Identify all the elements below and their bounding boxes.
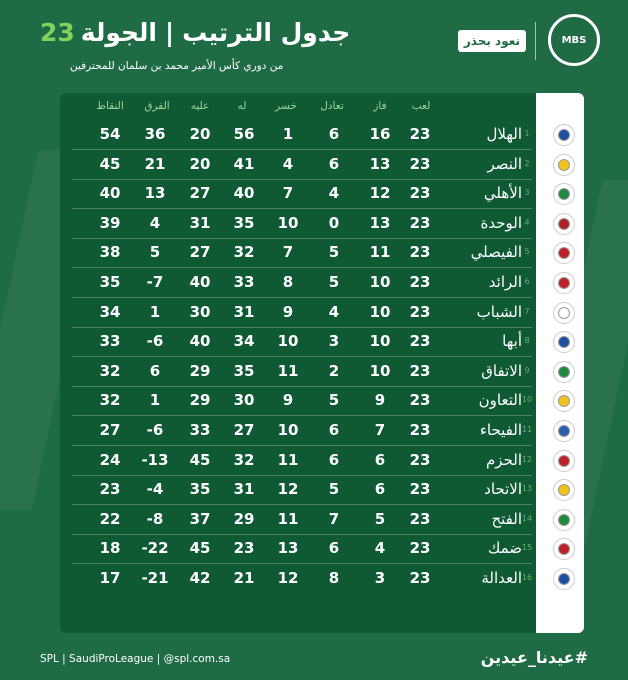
cell-gf: 29 [233,509,255,528]
table-header [0,100,628,120]
cell-pts: 18 [99,539,121,558]
rank-number: 3 [524,188,530,198]
cell-played: 23 [409,391,431,410]
cell-lost: 10 [277,421,299,439]
cell-played: 23 [409,480,431,499]
team-crest-icon [553,420,575,442]
cell-lost: 9 [282,391,294,410]
cell-lost: 12 [277,480,299,499]
page-title [40,18,350,47]
rank-number: 5 [524,247,530,257]
cell-played: 23 [409,243,431,262]
rank-number: 8 [524,336,530,346]
rank-number: 9 [524,365,530,375]
table-row [0,299,628,328]
cell-pts: 40 [99,184,121,203]
team-name: الأهلي [483,184,522,203]
team-crest-icon [553,509,575,531]
table-row [0,535,628,564]
cell-pts: 22 [99,509,121,528]
cell-played: 23 [409,302,431,321]
cell-gf: 31 [233,480,255,499]
team-name: الحزم [486,450,522,469]
cell-draw: 2 [328,361,340,380]
cell-draw: 5 [328,273,340,291]
rank-number: 14 [521,513,533,523]
cell-diff: 21 [144,154,166,173]
team-crest-icon [553,302,575,324]
team-name: العدالة [481,569,522,587]
cell-played: 23 [409,361,431,380]
team-name: الفتح [491,509,522,528]
social-links: SPL | SaudiProLeague | @spl.com.sa [40,653,231,665]
cell-ga: 45 [189,450,211,469]
cell-gf: 35 [233,361,255,380]
team-name: الهلال [486,125,522,143]
cell-ga: 40 [189,332,211,351]
rank-number: 16 [521,573,533,582]
cell-lost: 9 [282,302,294,321]
cell-lost: 1 [282,125,294,143]
col-played: لعب [411,100,431,112]
cell-gf: 35 [233,213,255,232]
title-separator: | [165,18,175,47]
cell-won: 10 [369,302,391,321]
table-row [0,417,628,446]
cell-pts: 38 [99,243,121,262]
col-goals-against: عليه [190,100,210,112]
cell-gf: 27 [233,421,255,439]
cell-played: 23 [409,125,431,143]
cell-pts: 23 [99,480,121,499]
cell-diff: 1 [149,391,161,410]
cell-pts: 32 [99,391,121,410]
cell-gf: 30 [233,391,255,410]
cell-won: 10 [369,332,391,351]
team-name: الرائد [488,273,522,291]
table-row [0,565,628,594]
header [0,0,628,88]
cell-ga: 27 [189,184,211,203]
cell-ga: 30 [189,302,211,321]
table-row [0,239,628,268]
cell-draw: 5 [328,480,340,499]
cell-pts: 34 [99,302,121,321]
cell-lost: 11 [277,361,299,380]
cell-gf: 41 [233,154,255,173]
rank-number: 12 [521,454,533,464]
cell-lost: 11 [277,450,299,469]
cell-pts: 33 [99,332,121,351]
cell-pts: 45 [99,154,121,173]
cell-lost: 11 [277,509,299,528]
table-row [0,121,628,150]
table-row [0,210,628,239]
cell-pts: 17 [99,569,121,587]
cell-won: 10 [369,273,391,291]
table-row [0,447,628,476]
table-row [0,180,628,209]
team-name: الفيصلي [470,243,522,262]
col-lost: خسر [275,100,297,112]
cell-won: 11 [369,243,391,262]
cell-diff: -21 [141,569,169,587]
round-number: 23 [40,18,75,47]
team-crest-icon [553,390,575,412]
team-crest-icon [553,361,575,383]
cell-gf: 56 [233,125,255,143]
team-crest-icon [553,479,575,501]
cell-ga: 42 [189,569,211,587]
team-crest-icon [553,213,575,235]
cell-pts: 27 [99,421,121,439]
title-text: جدول الترتيب [182,18,351,47]
cell-won: 13 [369,154,391,173]
table-row [0,151,628,180]
cell-draw: 0 [328,213,340,232]
cell-diff: -4 [146,480,164,499]
table-row [0,506,628,535]
cell-played: 23 [409,332,431,351]
cell-won: 6 [374,450,386,469]
cell-gf: 33 [233,273,255,291]
cell-won: 5 [374,509,386,528]
cell-draw: 6 [328,154,340,173]
team-name: الفيحاء [479,421,522,439]
cell-won: 7 [374,421,386,439]
round-label: الجولة [80,18,157,47]
cell-draw: 8 [328,569,340,587]
cell-played: 23 [409,421,431,439]
team-name: التعاون [478,391,522,410]
cell-played: 23 [409,569,431,587]
team-name: أبها [502,332,522,351]
rank-number: 15 [521,543,533,553]
cell-lost: 10 [277,332,299,351]
cell-won: 13 [369,213,391,232]
rank-number: 4 [524,217,530,227]
table-row [0,387,628,416]
page-subtitle: من دوري كأس الأمير محمد بن سلمان للمحترفين [70,60,284,72]
cell-diff: 4 [149,213,161,232]
cell-diff: 1 [149,302,161,321]
team-crest-icon [553,154,575,176]
team-crest-icon [553,450,575,472]
cell-ga: 40 [189,273,211,291]
cell-draw: 6 [328,539,340,558]
cell-ga: 35 [189,480,211,499]
cell-played: 23 [409,539,431,558]
cell-played: 23 [409,154,431,173]
cell-diff: 5 [149,243,161,262]
team-crest-icon [553,331,575,353]
cell-played: 23 [409,273,431,291]
table-row [0,476,628,505]
cell-ga: 33 [189,421,211,439]
cell-draw: 6 [328,421,340,439]
cell-pts: 35 [99,273,121,291]
team-name: الاتفاق [481,361,522,380]
cell-ga: 37 [189,509,211,528]
col-draw: تعادل [320,100,344,112]
rank-number: 1 [524,129,530,138]
rank-number: 7 [524,306,530,316]
cell-gf: 32 [233,243,255,262]
cell-diff: 6 [149,361,161,380]
team-crest-icon [553,272,575,294]
cell-played: 23 [409,184,431,203]
cell-gf: 34 [233,332,255,351]
hashtag: #عيدنا_عيدين [480,648,588,667]
rank-number: 2 [524,158,530,168]
cell-draw: 4 [328,302,340,321]
team-name: الشباب [476,302,522,321]
cell-lost: 4 [282,154,294,173]
cell-diff: -7 [146,273,164,291]
cell-played: 23 [409,213,431,232]
cell-won: 6 [374,480,386,499]
cell-draw: 6 [328,125,340,143]
team-name: الاتحاد [484,480,522,499]
cell-draw: 5 [328,243,340,262]
sponsor-logo: نعود بحذر [458,30,526,52]
cell-diff: -22 [141,539,169,558]
rank-number: 11 [521,425,533,434]
cell-ga: 29 [189,391,211,410]
table-row [0,358,628,387]
cell-diff: -8 [146,509,164,528]
cell-won: 4 [374,539,386,558]
cell-draw: 4 [328,184,340,203]
cell-won: 16 [369,125,391,143]
team-name: النصر [487,154,522,173]
col-goals-for: له [237,100,247,112]
cell-diff: 13 [144,184,166,203]
team-crest-icon [553,568,575,590]
cell-ga: 31 [189,213,211,232]
team-name: الوحدة [480,213,522,232]
cell-gf: 23 [233,539,255,558]
rank-number: 10 [521,395,533,405]
cell-ga: 20 [189,154,211,173]
team-crest-icon [553,242,575,264]
cell-gf: 21 [233,569,255,587]
team-crest-icon [553,183,575,205]
header-divider [535,22,536,60]
cell-lost: 12 [277,569,299,587]
cell-draw: 6 [328,450,340,469]
cell-diff: -13 [141,450,169,469]
cell-gf: 32 [233,450,255,469]
cell-pts: 24 [99,450,121,469]
cell-ga: 45 [189,539,211,558]
cell-lost: 7 [282,184,294,203]
team-crest-icon [553,124,575,146]
cell-gf: 40 [233,184,255,203]
cell-draw: 7 [328,509,340,528]
cell-draw: 3 [328,332,340,351]
cell-lost: 10 [277,213,299,232]
cell-diff: -6 [146,421,164,439]
cell-lost: 8 [282,273,294,291]
team-crest-icon [553,538,575,560]
cell-pts: 32 [99,361,121,380]
cell-ga: 29 [189,361,211,380]
cell-ga: 27 [189,243,211,262]
cell-diff: 36 [144,125,166,143]
cell-pts: 54 [99,125,121,143]
table-row [0,328,628,357]
cell-lost: 7 [282,243,294,262]
col-points: النقاط [96,100,124,112]
cell-ga: 20 [189,125,211,143]
cell-played: 23 [409,450,431,469]
col-diff: الفرق [144,100,170,112]
table-row [0,269,628,298]
cell-won: 12 [369,184,391,203]
col-won: فاز [373,100,387,112]
cell-played: 23 [409,509,431,528]
cell-draw: 5 [328,391,340,410]
league-logo: MBS [548,14,600,66]
team-name: ضمك [487,539,522,558]
rank-number: 6 [524,277,530,286]
cell-diff: -6 [146,332,164,351]
rank-number: 13 [521,484,533,494]
cell-gf: 31 [233,302,255,321]
cell-won: 3 [374,569,386,587]
cell-lost: 13 [277,539,299,558]
cell-won: 9 [374,391,386,410]
cell-won: 10 [369,361,391,380]
cell-pts: 39 [99,213,121,232]
